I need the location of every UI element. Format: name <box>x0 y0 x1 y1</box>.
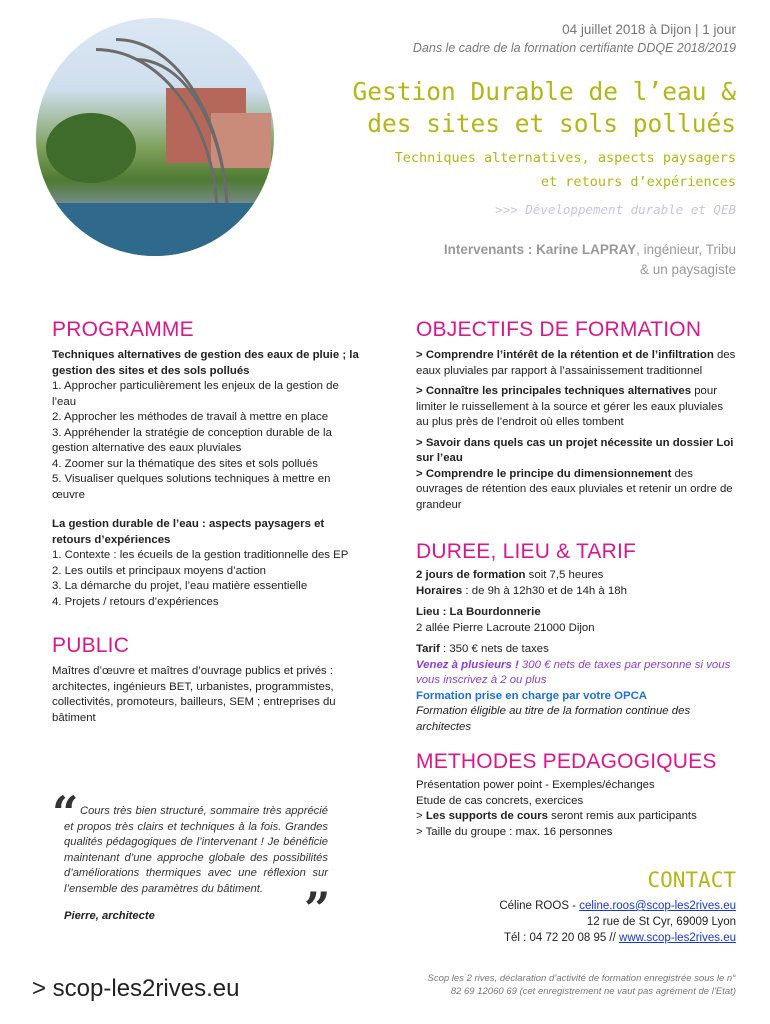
subtitle-line-2: et retours d’expériences <box>540 174 736 190</box>
page-subtitle <box>395 146 736 194</box>
duree-tarif: Tarif : 350 € nets de taxes <box>416 643 549 655</box>
methodes-line-3: > Les supports de cours seront remis aux participants <box>416 810 697 822</box>
programme-title: PROGRAMME <box>52 318 194 341</box>
contact-name-line: Céline ROOS - celine.roos@scop-les2rives.eu <box>499 900 736 912</box>
quote-open-mark: “ <box>52 786 79 840</box>
list-item: 5. Visualiser quelques solutions techniques à mettre en œuvre <box>52 473 331 501</box>
title-line-2: des sites et sols pollués <box>367 109 736 138</box>
duree-title: DUREE, LIEU & TARIF <box>416 540 637 563</box>
intervenants-role: , ingénieur, Tribu <box>636 242 736 257</box>
objectif-item-2: > Connaître les principales techniques alternatives pour limiter le ruissellement à la source et gérer les eaux pluviales au plus près de l’endroit où elles tombent <box>416 385 724 428</box>
contact-address: 12 rue de St Cyr, 69009 Lyon <box>586 916 736 928</box>
photo-pool <box>36 203 274 256</box>
programme-block1-heading: Techniques alternatives de gestion des eaux de pluie ; la gestion des sites et des sols pollués <box>52 349 359 377</box>
event-date: 04 juillet 2018 à Dijon | 1 jour <box>562 22 736 37</box>
contact-section <box>499 898 736 946</box>
methodes-line-1: Présentation power point - Exemples/échanges <box>416 779 655 791</box>
quote-text: Cours très bien structuré, sommaire très apprécié et propos très clairs et techniques à la fois. Grandes qualités pédagogiques de l’intervenant ! Je bénéficie maintenant d’une approche globale des possibilités d’améliorations thermiques avec une réflexion sur l’ensemble des paramètres du bâtiment. <box>64 805 328 895</box>
footer-site-link[interactable]: > scop-les2rives.eu <box>32 975 240 1002</box>
category-tag: >>> Développement durable et QEB <box>495 202 736 217</box>
methodes-line-2: Etude de cas concrets, exercices <box>416 794 584 807</box>
page-title <box>352 76 736 140</box>
public-title: PUBLIC <box>52 634 130 657</box>
list-item: 2. Approcher les méthodes de travail à mettre en place <box>52 411 329 423</box>
footer-note: Scop les 2 rives, déclaration d’activité de formation enregistrée sous le n° 82 69 12060 69 (cet enregistrement ne vaut pas agrément de l’Etat) <box>427 973 736 997</box>
duree-lieu: Lieu : La Bourdonnerie <box>416 606 541 618</box>
duree-eligible: Formation éligible au titre de la formation continue des architectes <box>416 705 691 733</box>
duree-adresse: 2 allée Pierre Lacroute 21000 Dijon <box>416 621 595 634</box>
duree-horaires: Horaires : de 9h à 12h30 et de 14h à 18h <box>416 584 627 597</box>
photo-sculpture-arc <box>136 58 229 221</box>
quote-author: Pierre, architecte <box>64 910 155 922</box>
programme-section <box>52 348 362 610</box>
contact-tel-line: Tél : 04 72 20 08 95 // www.scop-les2rives.eu <box>503 932 736 944</box>
list-item: 3. Appréhender la stratégie de conception durable de la gestion alternative des eaux pluviales <box>52 426 332 454</box>
objectif-item-3: > Savoir dans quels cas un projet nécessite un dossier Loi sur l’eau <box>416 436 734 464</box>
intervenants-label: Intervenants : Karine LAPRAY <box>443 242 637 257</box>
contact-title: CONTACT <box>647 868 736 892</box>
subtitle-line-1: Techniques alternatives, aspects paysagers <box>394 150 736 166</box>
intervenants-line-2: & un paysagiste <box>639 262 736 277</box>
objectif-item-1: > Comprendre l’intérêt de la rétention et de l’infiltration des eaux pluviales par rapport à l’assainissement traditionnel <box>416 349 736 377</box>
objectifs-title: OBJECTIFS DE FORMATION <box>416 318 702 341</box>
duree-jours: 2 jours de formation soit 7,5 heures <box>416 569 604 581</box>
duree-tarif-groupe: Venez à plusieurs ! 300 € nets de taxes par personne si vous vous inscrivez à 2 ou plus <box>416 658 731 686</box>
list-item: 3. La démarche du projet, l’eau matière essentielle <box>52 580 308 592</box>
list-item: 4. Zoomer sur la thématique des sites et sols pollués <box>52 457 318 470</box>
duree-opca: Formation prise en charge par votre OPCA <box>416 689 648 702</box>
title-line-1: Gestion Durable de l’eau & <box>352 77 736 106</box>
objectifs-section <box>416 348 738 513</box>
header-photo <box>36 18 274 256</box>
testimonial-quote <box>64 804 328 897</box>
list-item: 1. Contexte : les écueils de la gestion traditionnelle des EP <box>52 549 349 561</box>
contact-website-link[interactable]: www.scop-les2rives.eu <box>619 932 736 944</box>
list-item: 4. Projets / retours d’expériences <box>52 595 219 608</box>
list-item: 2. Les outils et principaux moyens d’action <box>52 564 267 577</box>
event-context: Dans le cadre de la formation certifiante DDQE 2018/2019 <box>412 41 736 55</box>
quote-close-mark: ” <box>304 882 331 936</box>
list-item: 1. Approcher particulièrement les enjeux de la gestion de l’eau <box>52 380 339 408</box>
methodes-section <box>416 778 738 840</box>
duree-section <box>416 568 738 735</box>
methodes-line-4: > Taille du groupe : max. 16 personnes <box>416 825 613 838</box>
public-text: Maîtres d’œuvre et maîtres d’ouvrage publics et privés : architectes, ingénieurs BET, urbanistes, programmistes, collectivités, promoteurs, bailleurs, SEM ; entreprises du bâtiment <box>52 665 336 724</box>
objectif-item-4: > Comprendre le principe du dimensionnement des ouvrages de rétention des eaux pluviales et retenir un ordre de grandeur <box>416 467 733 511</box>
methodes-title: METHODES PEDAGOGIQUES <box>416 750 717 773</box>
intervenants <box>444 240 736 280</box>
programme-block2-heading: La gestion durable de l’eau : aspects paysagers et retours d’expériences <box>52 518 325 546</box>
contact-email-link[interactable]: celine.roos@scop-les2rives.eu <box>579 900 736 912</box>
